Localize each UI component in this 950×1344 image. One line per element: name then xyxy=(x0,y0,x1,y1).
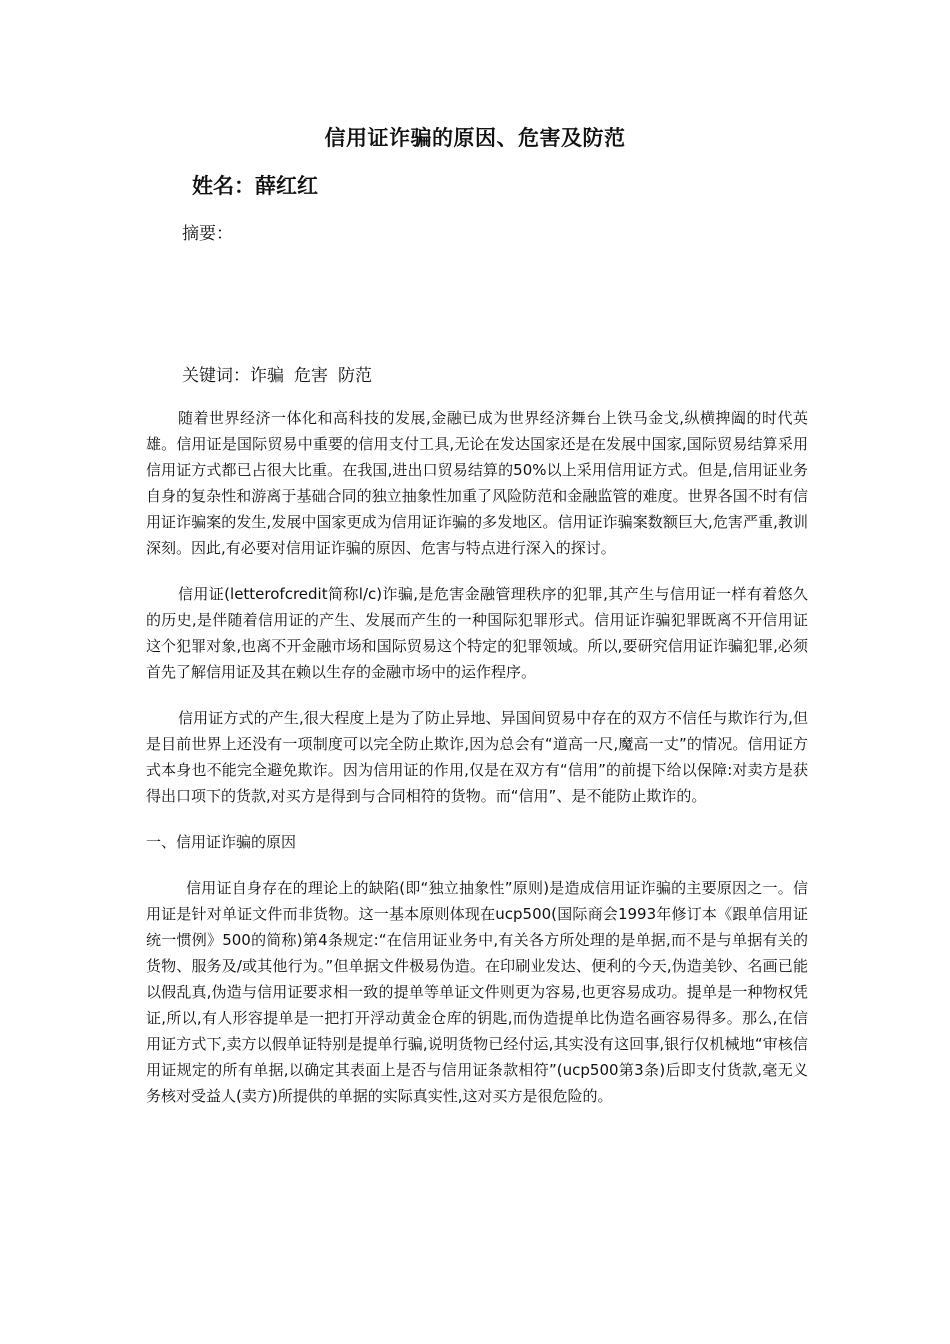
keyword-item: 诈骗 xyxy=(250,366,284,386)
keyword-item: 危害 xyxy=(294,366,328,386)
main-body xyxy=(146,405,808,1129)
author-line: 姓名：薛红红 xyxy=(192,174,318,198)
keywords-label: 关键词： xyxy=(182,366,250,386)
keyword-item: 防范 xyxy=(338,366,372,386)
body-paragraph: 随着世界经济一体化和高科技的发展,金融已成为世界经济舞台上铁马金戈,纵横捭阖的时代英雄。信用证是国际贸易中重要的信用支付工具,无论在发达国家还是在发展中国家,国际贸易结算采用信用证方式都已占很大比重。在我国,进出口贸易结算的50%以上采用信用证方式。但是,信用证业务自身的复杂性和游离于基础合同的独立抽象性加重了风险防范和金融监管的难度。世界各国不时有信用证诈骗案的发生,发展中国家更成为信用证诈骗的多发地区。信用证诈骗案数额巨大,危害严重,教训深刻。因此,有必要对信用证诈骗的原因、危害与特点进行深入的探讨。 xyxy=(146,409,808,557)
document-title: 信用证诈骗的原因、危害及防范 xyxy=(324,126,626,150)
body-paragraph: 信用证自身存在的理论上的缺陷(即“独立抽象性”原则)是造成信用证诈骗的主要原因之一。信用证是针对单证文件而非货物。这一基本原则体现在ucp500(国际商会1993年修订本《跟单信用证统一惯例》500的简称)第4条规定:“在信用证业务中,有关各方所处理的是单据,而不是与单据有关的货物、服务及/或其他行为。”但单据文件极易伪造。在印刷业发达、便利的今天,伪造美钞、名画已能以假乱真,伪造与信用证要求相一致的提单等单证文件则更为容易,也更容易成功。提单是一种物权凭证,所以,有人形容提单是一把打开浮动黄金仓库的钥匙,而伪造提单比伪造名画容易得多。那么,在信用证方式下,卖方以假单证特别是提单行骗,说明货物已经付运,其实没有这回事,银行仅机械地“审核信用证规定的所有单据,以确定其表面上是否与信用证条款相符”(ucp500第3条)后即支付货款,毫无义务核对受益人(卖方)所提供的单据的实际真实性,这对买方是很危险的。 xyxy=(146,879,808,1105)
abstract-label: 摘要： xyxy=(182,224,233,244)
body-paragraph: 信用证(letterofcredit简称l/c)诈骗,是危害金融管理秩序的犯罪,其产生与信用证一样有着悠久的历史,是伴随着信用证的产生、发展而产生的一种国际犯罪形式。信用证诈骗犯罪既离不开信用证这个犯罪对象,也离不开金融市场和国际贸易这个特定的犯罪领域。所以,要研究信用证诈骗犯罪,必须首先了解信用证及其在赖以生存的金融市场中的运作程序。 xyxy=(146,585,808,681)
keywords-line xyxy=(182,361,372,386)
body-paragraph: 信用证方式的产生,很大程度上是为了防止异地、异国间贸易中存在的双方不信任与欺诈行为,但是目前世界上还没有一项制度可以完全防止欺诈,因为总会有“道高一尺,魔高一丈”的情况。信用证方式本身也不能完全避免欺诈。因为信用证的作用,仅是在双方有“信用”的前提下给以保障:对卖方是获得出口项下的货款,对买方是得到与合同相符的货物。而“信用”、是不能防止欺诈的。 xyxy=(146,709,808,805)
section-heading: 一、信用证诈骗的原因 xyxy=(146,833,297,851)
